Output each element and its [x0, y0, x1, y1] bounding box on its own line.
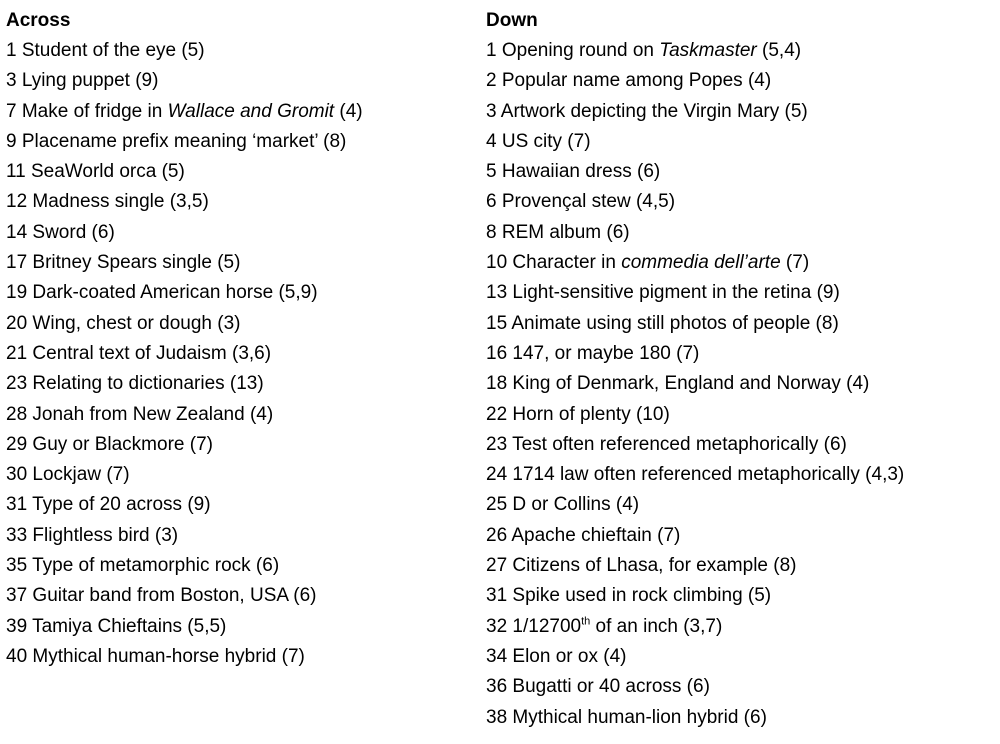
- clue-item: 27 Citizens of Lhasa, for example (8): [486, 555, 797, 577]
- clue-item: 33 Flightless bird (3): [6, 524, 179, 546]
- clue-item: 24 1714 law often referenced metaphorically (4,3): [486, 464, 905, 486]
- across-heading: Across: [6, 10, 71, 31]
- clue-item: 34 Elon or ox (4): [486, 645, 627, 667]
- clue-item: 3 Artwork depicting the Virgin Mary (5): [486, 100, 808, 122]
- clue-item: 35 Type of metamorphic rock (6): [6, 555, 280, 577]
- clue-item: 6 Provençal stew (4,5): [486, 191, 676, 213]
- clue-item: 21 Central text of Judaism (3,6): [6, 342, 272, 364]
- clue-item: 23 Test often referenced metaphorically (6): [486, 433, 847, 455]
- clue-text: (4): [334, 100, 363, 122]
- down-clue-list: [486, 36, 904, 733]
- clue-item: 25 D or Collins (4): [486, 494, 640, 516]
- clue-text: 7 Make of fridge in: [6, 100, 168, 122]
- clue-item: 18 King of Denmark, England and Norway (4): [486, 373, 870, 395]
- clue-item: 15 Animate using still photos of people (8): [486, 312, 839, 334]
- clue-italic-title: Taskmaster: [659, 40, 757, 61]
- clue-item: 31 Type of 20 across (9): [6, 494, 211, 516]
- clue-text: 10 Character in: [486, 252, 622, 274]
- clue-text: of an inch (3,7): [590, 615, 723, 637]
- clue-item: 9 Placename prefix meaning ‘market’ (8): [6, 130, 347, 152]
- clue-item: 30 Lockjaw (7): [6, 464, 130, 486]
- clue-text: (5,4): [756, 40, 802, 61]
- clue-text: 32 1/12700: [486, 615, 582, 637]
- clue-item: 1 Student of the eye (5): [6, 40, 205, 61]
- clue-item: 22 Horn of plenty (10): [486, 403, 670, 425]
- clue-item: 4 US city (7): [486, 130, 591, 152]
- clue-item: 38 Mythical human-lion hybrid (6): [486, 706, 767, 728]
- clue-item: 39 Tamiya Chieftains (5,5): [6, 615, 227, 637]
- across-column: [6, 6, 363, 672]
- clue-item: 20 Wing, chest or dough (3): [6, 312, 241, 334]
- clue-text: 1 Opening round on: [486, 40, 660, 61]
- clue-item: 8 REM album (6): [486, 221, 630, 243]
- clue-item: [486, 248, 904, 278]
- down-column: [486, 6, 904, 733]
- clue-item: 29 Guy or Blackmore (7): [6, 433, 213, 455]
- clue-superscript: th: [581, 615, 591, 628]
- clue-italic-title: Wallace and Gromit: [167, 100, 335, 122]
- clue-item: 36 Bugatti or 40 across (6): [486, 676, 710, 698]
- across-clue-list: [6, 36, 363, 672]
- clue-item: [6, 97, 363, 127]
- clue-item: 40 Mythical human-horse hybrid (7): [6, 645, 305, 667]
- clue-item: 17 Britney Spears single (5): [6, 252, 241, 274]
- clue-item: 16 147, or maybe 180 (7): [486, 342, 700, 364]
- clue-item: 23 Relating to dictionaries (13): [6, 373, 264, 395]
- clue-item: 13 Light-sensitive pigment in the retina (9): [486, 282, 840, 304]
- clue-item: 2 Popular name among Popes (4): [486, 70, 772, 92]
- clue-item: [486, 612, 904, 642]
- clue-item: 37 Guitar band from Boston, USA (6): [6, 585, 317, 607]
- clue-item: 31 Spike used in rock climbing (5): [486, 585, 772, 607]
- clue-item: 11 SeaWorld orca (5): [6, 161, 185, 183]
- clue-item: 12 Madness single (3,5): [6, 191, 209, 213]
- clue-item: 3 Lying puppet (9): [6, 70, 159, 92]
- clue-item: 28 Jonah from New Zealand (4): [6, 403, 274, 425]
- clue-item: 5 Hawaiian dress (6): [486, 161, 661, 183]
- clue-text: (7): [780, 252, 810, 274]
- clue-item: [486, 36, 904, 66]
- clue-italic-title: commedia dell’arte: [621, 252, 781, 274]
- clue-item: 19 Dark-coated American horse (5,9): [6, 282, 318, 304]
- down-heading: Down: [486, 10, 538, 31]
- clue-item: 14 Sword (6): [6, 221, 115, 243]
- clue-item: 26 Apache chieftain (7): [486, 524, 681, 546]
